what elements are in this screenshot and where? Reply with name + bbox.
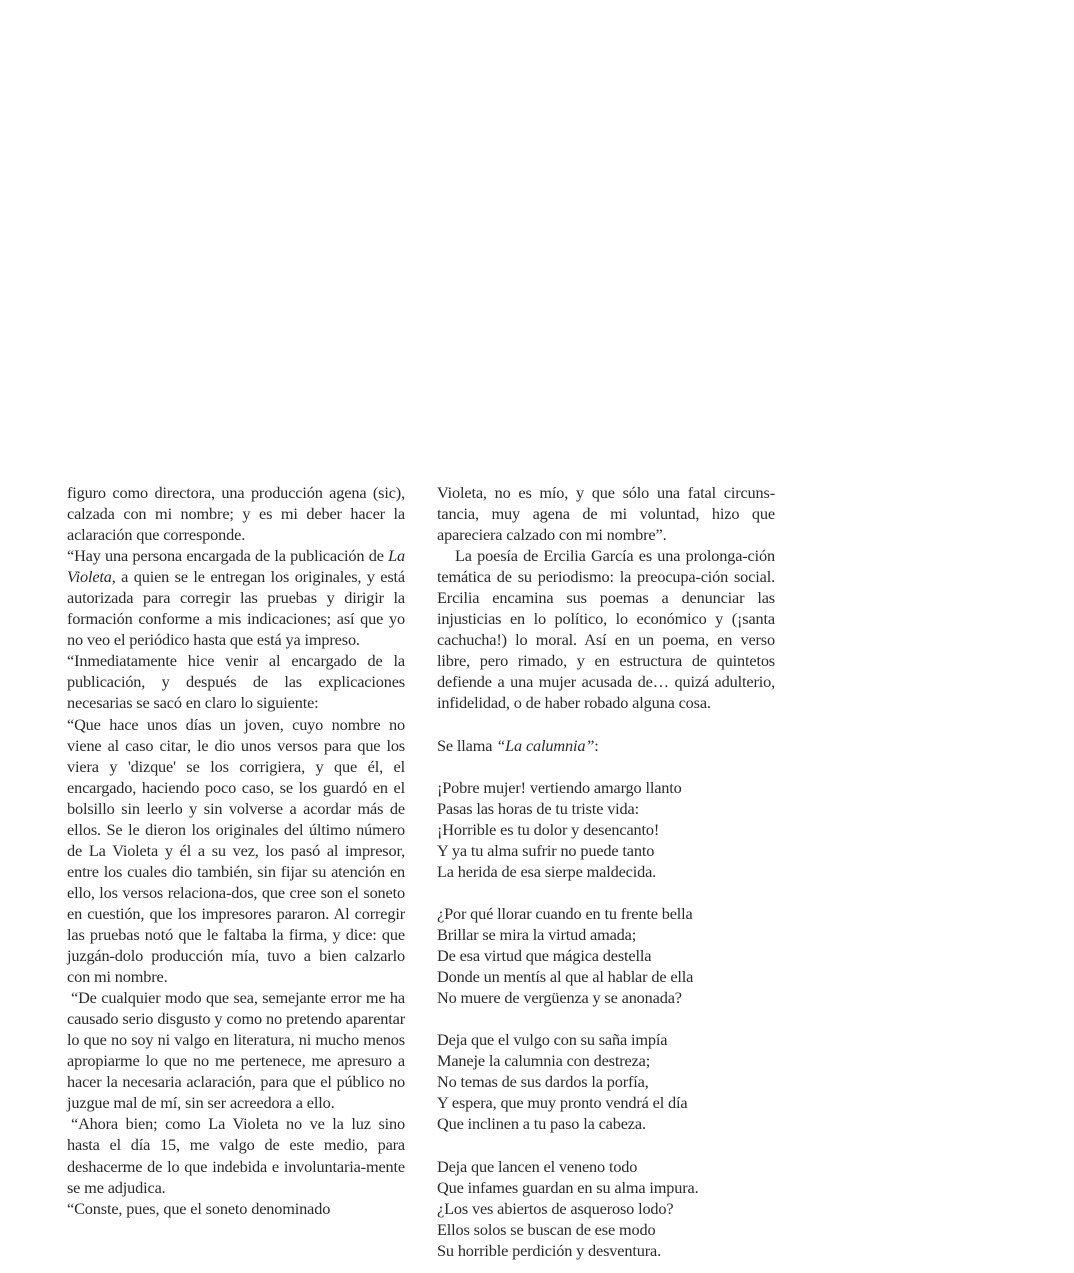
verse-line: Deja que el vulgo con su saña impía (437, 1030, 668, 1050)
poem-intro (437, 735, 775, 756)
poem-intro-text: Se llama (437, 735, 497, 755)
verse-line: ¿Por qué llorar cuando en tu frente bella (437, 903, 693, 923)
paragraph: “Conste, pues, que el soneto denominado (67, 1198, 331, 1218)
verse-line: Y ya tu alma sufrir no puede tanto (437, 840, 655, 860)
periodical-title: La Violeta (67, 546, 405, 587)
paragraph-text: , a quien se le entregan los originales, y está autorizada para corregir las pruebas y dirigir la formación conforme a mis indicaciones; así que yo no veo el periódico hasta que está ya impreso. (67, 567, 405, 650)
stanza (437, 903, 775, 1008)
verse-line: Maneje la calumnia con destreza; (437, 1051, 651, 1071)
stanza-gap (437, 882, 775, 903)
left-column (67, 482, 405, 1219)
verse-line: Ellos solos se buscan de ese modo (437, 1219, 656, 1239)
paragraph: figuro como directora, una producción agena (sic), calzada con mi nombre; y es mi deber hacer la aclaración que corresponde. (67, 483, 405, 545)
paragraph: “Inmediatamente hice venir al encargado de la publicación, y después de las explicaciones necesarias se sacó en claro lo siguiente: (67, 651, 405, 713)
verse-line: Pasas las horas de tu triste vida: (437, 798, 639, 818)
stanza-gap (437, 1134, 775, 1155)
spacer (437, 756, 775, 777)
paragraph (67, 545, 405, 650)
stanza-gap (437, 1008, 775, 1029)
paragraph: “Que hace unos días un joven, cuyo nombre no viene al caso citar, le dio unos versos para que los viera y 'dizque' se los corrigiera, y que él, el encargado, haciendo poco caso, se los guardó en el bolsillo sin leerlo y sin volverse a acordar más de ellos. Se le dieron los originales del último número de La Violeta y él a su vez, los pasó al impresor, entre los cuales dio también, sin fijar su atención en ello, los versos relaciona-dos, que cree son el soneto en cuestión, que los impresores pararon. Al corregir las pruebas notó que le faltaba la firma, y dice: que juzgán-dolo producción mía, tuvo a bien calzarlo con mi nombre. (67, 714, 405, 987)
verse-line: No muere de vergüenza y se anonada? (437, 988, 682, 1008)
verse-line: ¿Los ves abiertos de asqueroso lodo? (437, 1198, 674, 1218)
paragraph: La poesía de Ercilia García es una prolonga-ción temática de su periodismo: la preocupa-ción social. Ercilia encamina sus poemas a denunciar las injusticias en lo político, lo económico y (¡santa cachucha!) lo moral. Así en un poema, en verso libre, pero rimado, y en estructura de quintetos defiende a una mujer acusada de… quizá adulterio, infidelidad, o de haber robado alguna cosa. (437, 546, 775, 713)
verse-line: ¡Horrible es tu dolor y desencanto! (437, 819, 660, 839)
right-column (437, 482, 775, 1261)
verse-line: Deja que lancen el veneno todo (437, 1156, 638, 1176)
verse-line: ¡Pobre mujer! vertiendo amargo llanto (437, 777, 682, 797)
paragraph-text: “Hay una persona encargada de la publicación de (67, 546, 389, 566)
verse-line: La herida de esa sierpe maldecida. (437, 861, 657, 881)
verse-line: De esa virtud que mágica destella (437, 946, 652, 966)
verse-line: Que infames guardan en su alma impura. (437, 1177, 699, 1197)
verse-line: No temas de sus dardos la porfía, (437, 1072, 649, 1092)
paragraph: Violeta, no es mío, y que sólo una fatal circuns-tancia, muy agena de mi voluntad, hizo que apareciera calzado con mi nombre”. (437, 483, 775, 545)
poem (437, 777, 775, 1261)
stanza (437, 1156, 775, 1261)
stanza (437, 1029, 775, 1134)
spacer (437, 714, 775, 735)
paragraph: “De cualquier modo que sea, semejante error me ha causado serio disgusto y como no pretendo aparentar lo que no soy ni valgo en literatura, ni mucho menos apropiarme lo que no me pertenece, me apresuro a hacer la necesaria aclaración, para que el público no juzgue mal de mí, sin ser acreedora a ello. (67, 988, 405, 1113)
verse-line: Que inclinen a tu paso la cabeza. (437, 1114, 646, 1134)
poem-title: “La calumnia” (496, 735, 595, 755)
stanza (437, 777, 775, 882)
verse-line: Y espera, que muy pronto vendrá el día (437, 1093, 688, 1113)
verse-line: Donde un mentís al que al hablar de ella (437, 967, 694, 987)
verse-line: Su horrible perdición y desventura. (437, 1240, 661, 1260)
paragraph: “Ahora bien; como La Violeta no ve la luz sino hasta el día 15, me valgo de este medio, para deshacerme de lo que indebida e involuntaria-mente se me adjudica. (67, 1114, 405, 1197)
poem-intro-punct: : (594, 735, 599, 755)
verse-line: Brillar se mira la virtud amada; (437, 924, 637, 944)
